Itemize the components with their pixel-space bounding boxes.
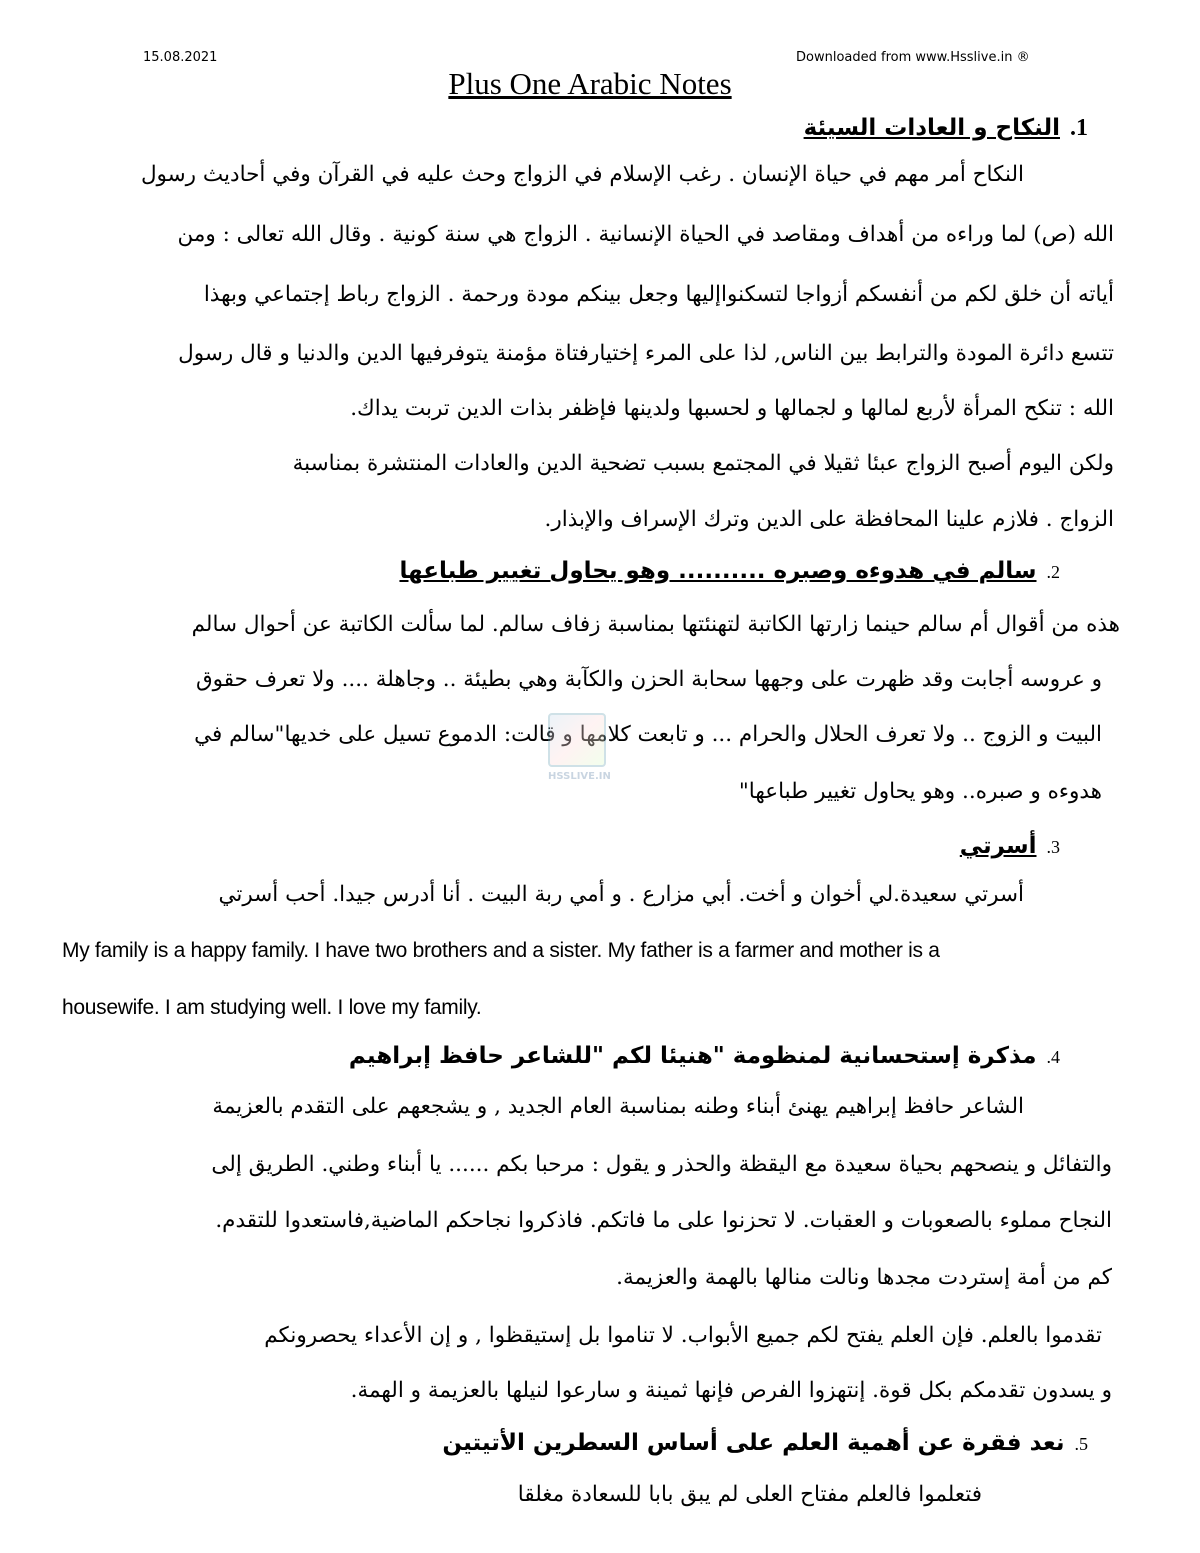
section-2-title: سالم في هدوءه وصبره .......... وهو يحاول تغيير طباعها	[399, 558, 1037, 584]
section-4-title: مذكرة إستحسانية لمنظومة "هنيئا لكم "للشاعر حافظ إبراهيم	[348, 1043, 1037, 1069]
s4-line-3: النجاح مملوء بالصعوبات و العقبات. لا تحزنوا على ما فاتكم. فاذكروا نجاحكم الماضية,فاستعدوا للتقدم.	[215, 1208, 1112, 1233]
s3-arabic: أسرتي سعيدة.لي أخوان و أخت. أبي مزارع . و أمي ربة البيت . أنا أدرس جيدا. أحب أسرتي	[218, 882, 1024, 907]
section-1-heading	[804, 115, 1088, 142]
s2-line-2: و عروسه أجابت وقد ظهرت على وجهها سحابة الحزن والكآبة وهي بطيئة .. وجاهلة .... ولا تعرف حقوق	[195, 667, 1102, 692]
s4-line-4: كم من أمة إستردت مجدها ونالت منالها بالهمة والعزيمة.	[616, 1265, 1112, 1290]
watermark-label: HSSLIVE.IN	[548, 771, 611, 782]
section-2-heading	[399, 558, 1060, 584]
source-credit: Downloaded from www.Hsslive.in ®	[796, 50, 1030, 65]
hsslive-watermark-logo	[548, 713, 611, 789]
s1-line-1: النكاح أمر مهم في حياة الإنسان . رغب الإسلام في الزواج وحث عليه في القرآن وفي أحاديث رسول	[140, 162, 1024, 187]
s4-line-1: الشاعر حافظ إبراهيم يهنئ أبناء وطنه بمناسبة العام الجديد , و يشجعهم على التقدم بالعزيمة	[212, 1094, 1024, 1119]
section-5-number: 5.	[1074, 1434, 1088, 1454]
section-4-heading	[349, 1043, 1060, 1069]
section-5-heading	[442, 1430, 1088, 1456]
section-3-heading	[960, 833, 1060, 859]
s4-line-6: و يسدون تقدمكم بكل قوة. إنتهزوا الفرص فإنها ثمينة و سارعوا لنيلها بالعزيمة و الهمة.	[350, 1378, 1112, 1403]
section-3-title: أسرتي	[959, 833, 1037, 859]
section-1-title: النكاح و العادات السيئة	[803, 115, 1060, 141]
s1-line-7: الزواج . فلازم علينا المحافظة على الدين وترك الإسراف والإبذار.	[544, 507, 1114, 532]
download-date: 15.08.2021	[143, 50, 218, 65]
section-5-title: نعد فقرة عن أهمية العلم على أساس السطرين الأتيتين	[442, 1430, 1065, 1456]
section-3-number: 3.	[1046, 837, 1060, 857]
section-2-number: 2.	[1046, 562, 1060, 582]
s2-line-3: البيت و الزوج .. ولا تعرف الحلال والحرام ... و تابعت كلامها و قالت: الدموع تسيل على خديها"سالم في	[194, 722, 1102, 747]
section-1-number: 1.	[1070, 115, 1088, 141]
s5-verse: فتعلموا فالعلم مفتاح العلى لم يبق بابا للسعادة مغلقا	[517, 1482, 982, 1507]
page-title: Plus One Arabic Notes	[448, 66, 732, 101]
s2-line-4: هدوءه و صبره.. وهو يحاول تغيير طباعها"	[738, 779, 1102, 804]
s1-line-4: تتسع دائرة المودة والترابط بين الناس, لذا على المرء إختيارفتاة مؤمنة يتوفرفيها الدين والدنيا و قال رسول	[178, 341, 1114, 366]
s2-line-1: هذه من أقوال أم سالم حينما زارتها الكاتبة لتهنئتها بمناسبة زفاف سالم. لما سألت الكاتبة عن أحوال سالم	[191, 612, 1120, 637]
s1-line-3: أياته أن خلق لكم من أنفسكم أزواجا لتسكنواإليها وجعل بينكم مودة ورحمة . الزواج رباط إجتماعي وبهذا	[203, 282, 1114, 307]
s1-line-2: الله (ص) لما وراءه من أهداف ومقاصد في الحياة الإنسانية . الزواج هي سنة كونية . وقال الله تعالى : ومن	[177, 222, 1114, 247]
s1-line-5: الله : تنكح المرأة لأربع لمالها و لجمالها و لحسبها ولدينها فإظفر بذات الدين تربت يداك.	[350, 396, 1114, 421]
s3-english-line-1: My family is a happy family. I have two brothers and a sister. My father is a farmer and mother is a	[62, 939, 940, 962]
s4-line-2: والتفائل و ينصحهم بحياة سعيدة مع اليقظة والحذر و يقول : مرحبا بكم ...... يا أبناء وطني. الطريق إلى	[211, 1152, 1112, 1177]
section-4-number: 4.	[1046, 1047, 1060, 1067]
s3-english-line-2: housewife. I am studying well. I love my family.	[62, 996, 482, 1019]
s1-line-6: ولكن اليوم أصبح الزواج عبئا ثقيلا في المجتمع بسبب تضحية الدين والعادات المنتشرة بمناسبة	[292, 451, 1114, 476]
watermark-icon	[548, 713, 606, 767]
s4-line-5: تقدموا بالعلم. فإن العلم يفتح لكم جميع الأبواب. لا تناموا بل إستيقظوا , و إن الأعداء يحصرونكم	[264, 1323, 1102, 1348]
